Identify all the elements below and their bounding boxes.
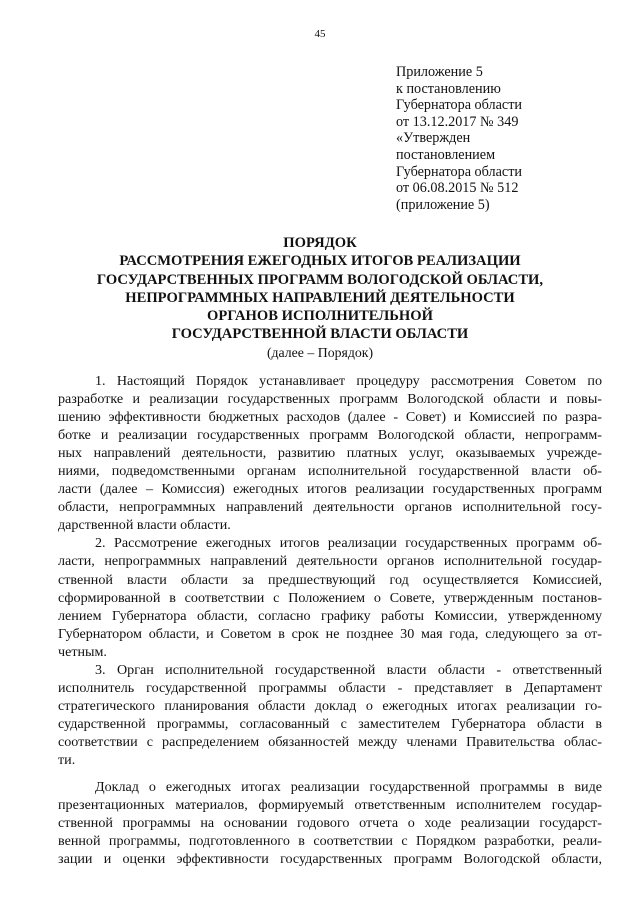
title-line: ПОРЯДОК (283, 235, 357, 251)
title-line: ГОСУДАРСТВЕННЫХ ПРОГРАММ ВОЛОГОДСКОЙ ОБЛАСТИ, (96, 271, 544, 288)
text-line: 2. Рассмотрение ежегодных итогов реализации государственных программ об- (95, 535, 602, 552)
text-line: ти. (58, 751, 76, 768)
page-number: 45 (314, 28, 326, 40)
text-line: шению эффективности бюджетных расходов (далее - Совет) и Комиссией по разра- (58, 409, 602, 426)
text-line: стратегического планирования области доклад о ежегодных итогах реализации го- (58, 697, 602, 714)
text-line: зации и оценки эффективности государственных программ Вологодской области, (58, 851, 602, 868)
text-line: сударственной программы, согласованный с заместителем Губернатора области в (58, 715, 602, 732)
text-line: 1. Настоящий Порядок устанавливает процедуру рассмотрения Советом по (95, 373, 602, 389)
appendix-line: постановлением (396, 146, 496, 163)
appendix-line: от 06.08.2015 № 512 (396, 180, 519, 197)
text-line: ботке и реализации государственных программ Вологодской области, непрограмм- (58, 427, 602, 444)
appendix-line: Губернатора области (396, 97, 522, 114)
text-line: ственной программы на основании годового отчета о ходе реализации государст- (58, 815, 602, 832)
appendix-line: «Утвержден (396, 130, 471, 147)
appendix-block (396, 64, 626, 213)
appendix-line: от 13.12.2017 № 349 (396, 113, 519, 130)
appendix-line: Губернатора области (396, 163, 522, 180)
document-body (58, 372, 602, 868)
paragraph-3 (58, 661, 602, 769)
paragraph-4 (58, 778, 602, 868)
paragraph-2 (58, 534, 602, 660)
text-line: Губернатором области, и Советом в срок не позднее 30 мая года, следующего за от- (58, 625, 602, 642)
appendix-line: (приложение 5) (396, 196, 490, 213)
title-line: НЕПРОГРАММНЫХ НАПРАВЛЕНИЙ ДЕЯТЕЛЬНОСТИ (125, 289, 515, 306)
text-line: 3. Орган исполнительной государственной власти области - ответственный (95, 661, 602, 678)
text-line: ных направлений деятельности, развитию платных услуг, оказываемых учрежде- (58, 445, 602, 462)
text-line: Доклад о ежегодных итогах реализации государственной программы в виде (95, 779, 602, 796)
text-line: области, непрограммных направлений деятельности органов исполнительной госу- (58, 499, 602, 516)
document-title (0, 234, 640, 361)
appendix-line: Приложение 5 (396, 64, 483, 80)
text-line: соответствии с распределением обязанностей между членами Правительства облас- (58, 733, 602, 750)
appendix-line: к постановлению (396, 80, 501, 97)
text-line: презентационных материалов, формируемый ответственным исполнителем государ- (58, 797, 602, 814)
text-line: ласти, непрограммных направлений деятельности органов исполнительной государ- (58, 553, 602, 570)
text-line: сформированной в соответствии с Положением о Совете, утвержденным постанов- (58, 589, 602, 606)
text-line: разработке и реализации государственных программ Вологодской области и повы- (58, 391, 602, 408)
title-note: (далее – Порядок) (266, 344, 374, 360)
text-line: венной программы, подготовленного в соответствии с Порядком разработки, реали- (58, 833, 602, 850)
title-line: ГОСУДАРСТВЕННОЙ ВЛАСТИ ОБЛАСТИ (171, 326, 469, 343)
text-line: лением Губернатора области, согласно графику работы Комиссии, утвержденному (58, 607, 602, 624)
text-line: исполнитель государственной программы области - представляет в Департамент (58, 679, 602, 696)
text-line: ласти (далее – Комиссия) ежегодных итогов реализации государственных программ (58, 481, 602, 498)
text-line: ниями, подведомственными органам исполнительной государственной власти об- (58, 463, 602, 480)
paragraph-1 (58, 372, 602, 534)
text-line: четным. (58, 643, 107, 660)
title-line: РАССМОТРЕНИЯ ЕЖЕГОДНЫХ ИТОГОВ РЕАЛИЗАЦИИ (119, 253, 521, 270)
title-line: ОРГАНОВ ИСПОЛНИТЕЛЬНОЙ (207, 308, 433, 325)
text-line: ственной власти области за предшествующий год осуществляется Комиссией, (58, 571, 602, 588)
text-line: дарственной власти области. (58, 517, 231, 534)
